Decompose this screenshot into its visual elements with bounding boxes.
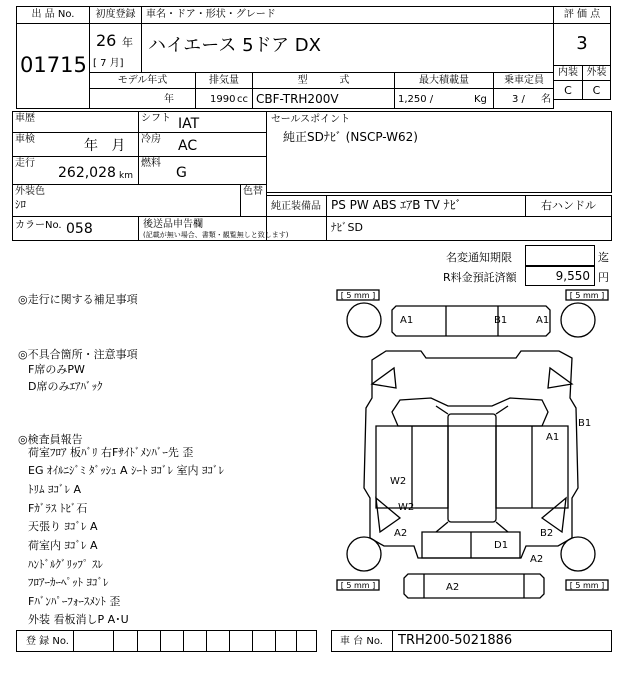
color-change-label: 色替 — [243, 186, 263, 197]
steering-value: 右ハンドル — [541, 199, 596, 212]
first-reg-label-box — [89, 6, 142, 24]
mark-bottom-a2: A2 — [446, 582, 460, 593]
exterior-label: 外装 — [586, 67, 607, 78]
mileage-value: 262,028 — [58, 165, 116, 181]
shift-label: シフト — [141, 113, 171, 124]
inspection-value: 年 月 — [84, 138, 126, 154]
first-reg-month: [ 7 月] — [93, 58, 124, 69]
max-load-label: 最大積載量 — [419, 75, 469, 86]
equipment-label: 純正装備品 — [271, 201, 321, 212]
vehicle-name-label-box — [141, 6, 554, 24]
model-year-label: モデル年式 — [117, 75, 168, 86]
exterior-label-box — [582, 65, 611, 81]
mileage-label: 走行 — [15, 158, 35, 169]
score: 3 — [576, 33, 588, 54]
inspector-title: ◎検査員報告 — [18, 433, 83, 446]
first-reg-box — [89, 23, 142, 73]
interior-grade: C — [564, 84, 572, 97]
inspector-line: 天張り ﾖｺﾞﾚ A — [28, 520, 98, 533]
tire-top-left: [ 5 mm ] — [340, 291, 376, 300]
mark-top-a1-right: A1 — [536, 315, 550, 326]
chassis-label: 車 台 No. — [340, 636, 383, 647]
lot-no-label-box — [16, 6, 90, 24]
sales-point-box — [266, 111, 612, 193]
interior-grade-box — [553, 80, 583, 100]
mark-w2-lower: W2 — [398, 502, 415, 513]
inspector-line: Fｶﾞﾗｽ ﾄﾋﾞ石 — [28, 502, 88, 515]
steering-box — [525, 195, 612, 217]
inspection-label: 車検 — [15, 134, 35, 145]
recycle-unit: 円 — [598, 271, 609, 284]
score-label: 評 価 点 — [563, 9, 601, 20]
name-change-box — [525, 245, 595, 266]
exterior-grade-box — [582, 80, 611, 100]
score-box — [553, 23, 611, 66]
inspector-line: ﾌﾛｱｰｶｰﾍﾟｯﾄ ﾖｺﾞﾚ — [28, 576, 109, 589]
inspector-line: ﾊﾝﾄﾞﾙｸﾞﾘｯﾌﾟ ｽﾚ — [28, 558, 103, 571]
displacement-unit: cc — [237, 94, 248, 105]
max-load-unit: Kg — [474, 94, 487, 105]
mark-b2: B2 — [540, 528, 554, 539]
name-change-label: 名変通知期限 — [446, 251, 512, 264]
tire-top-right: [ 5 mm ] — [569, 291, 605, 300]
interior-label-box — [553, 65, 583, 81]
inspector-line: 荷室内 ﾖｺﾞﾚ A — [28, 539, 98, 552]
vehicle-name-label: 車名・ドア・形状・グレード — [146, 9, 276, 20]
capacity-value: 3 / — [512, 94, 525, 105]
mark-d1: D1 — [494, 540, 509, 551]
recycle-value: 9,550 — [555, 269, 590, 283]
mark-w2-upper: W2 — [390, 476, 407, 487]
inspector-line: Fﾊﾞﾝﾊﾟｰﾌｫｰｽﾒﾝﾄ 歪 — [28, 595, 121, 608]
tire-bottom-left: [ 5 mm ] — [340, 581, 376, 590]
max-load-value: 1,250 / — [398, 94, 434, 105]
mark-a2-left: A2 — [394, 528, 408, 539]
defect-line: F席のみPW — [28, 363, 85, 376]
capacity-unit: 名 — [541, 94, 551, 105]
score-label-box — [553, 6, 611, 24]
chassis-value: TRH200-5021886 — [398, 633, 513, 648]
type-label: 型 式 — [297, 75, 350, 86]
capacity-label: 乗車定員 — [504, 75, 544, 86]
aftermarket-note: (記載が無い場合、書類・観覧無しと致します) — [143, 231, 289, 239]
first-reg-year: 26 — [96, 31, 117, 50]
first-reg-label: 初度登録 — [95, 9, 136, 20]
inspector-line: 外装 看板消しP A･U — [28, 613, 129, 626]
fuel-value: G — [176, 165, 187, 181]
recycle-box — [525, 266, 595, 286]
exterior-grade: C — [592, 84, 601, 97]
aircon-label: 冷房 — [141, 134, 161, 145]
mark-a2-right: A2 — [530, 554, 544, 565]
aftermarket-label: 後送品申告欄 — [143, 219, 203, 230]
vehicle-name: ハイエース 5ドア DX — [148, 35, 321, 56]
vehicle-name-box — [141, 23, 554, 73]
aftermarket-value: ﾅﾋﾞSD — [331, 221, 363, 234]
color-no-value: 058 — [66, 221, 93, 237]
defect-line: D席のみｴｱﾊﾞｯｸ — [28, 380, 103, 393]
model-year-unit: 年 — [164, 94, 174, 105]
mark-right-b1: B1 — [578, 418, 592, 429]
shift-value: IAT — [178, 116, 200, 132]
recycle-label: R料金預託済額 — [443, 271, 517, 284]
driving-title: ◎走行に関する補足事項 — [18, 293, 138, 306]
aircon-value: AC — [178, 138, 198, 154]
inspector-line: 荷室ﾌﾛｱ 板ﾊﾞﾘ 右Fｻｲﾄﾞﾒﾝﾊﾞｰ先 歪 — [28, 446, 194, 459]
mark-right-a1: A1 — [546, 432, 560, 443]
vehicle-damage-diagram — [336, 288, 612, 614]
exterior-color-label: 外装色 — [15, 186, 45, 197]
mileage-unit: km — [119, 171, 133, 181]
inspector-line: EG ｵｲﾙﾆｼﾞﾐ ﾀﾞｯｼｭ A ｼｰﾄ ﾖｺﾞﾚ 室内 ﾖｺﾞﾚ — [28, 464, 224, 477]
tire-bottom-right: [ 5 mm ] — [569, 581, 605, 590]
mark-top-a1-left: A1 — [400, 315, 414, 326]
aftermarket-value-box — [266, 216, 612, 241]
lot-no-box — [16, 23, 90, 109]
first-reg-year-unit: 年 — [122, 36, 133, 49]
color-no-label: カラーNo. — [15, 220, 62, 231]
inspector-line: ﾄﾘﾑ ﾖｺﾞﾚ A — [28, 483, 82, 496]
sales-point-value: 純正SDﾅﾋﾞ (NSCP-W62) — [283, 130, 418, 144]
history-label: 車歴 — [15, 113, 35, 124]
displacement-label: 排気量 — [209, 75, 239, 86]
mark-top-b1: B1 — [494, 315, 508, 326]
displacement-value: 1990 — [210, 94, 236, 105]
name-change-unit: 迄 — [598, 251, 609, 264]
reg-no-label: 登 録 No. — [26, 636, 69, 647]
defects-title: ◎不具合箇所・注意事項 — [18, 348, 138, 361]
type-value: CBF-TRH200V — [256, 92, 339, 106]
interior-label: 内装 — [558, 67, 578, 78]
exterior-color-value: ｼﾛ — [15, 198, 26, 211]
fuel-label: 燃料 — [141, 158, 161, 169]
equipment-value: PS PW ABS ｴｱB TV ﾅﾋﾞ — [331, 198, 462, 212]
lot-no-label: 出 品 No. — [31, 9, 75, 20]
sales-point-label: セールスポイント — [271, 114, 351, 125]
lot-no: 01715 — [20, 53, 87, 77]
